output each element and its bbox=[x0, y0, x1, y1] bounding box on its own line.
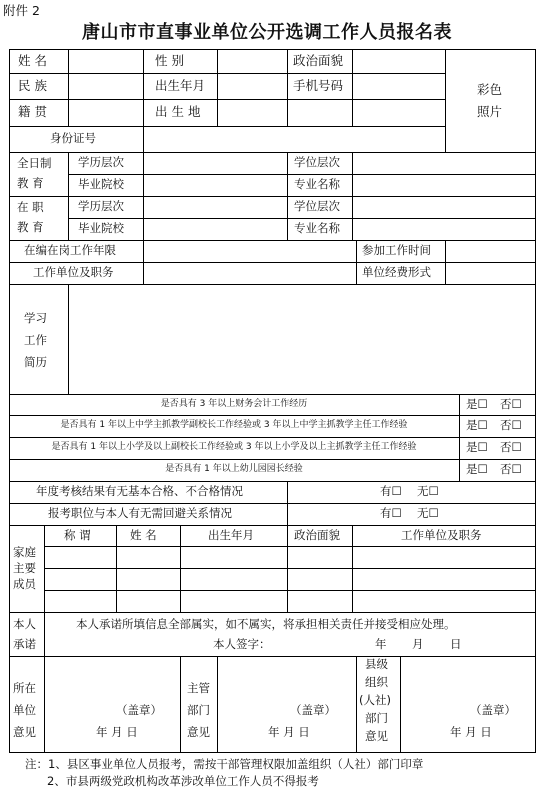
unit-opinion-label-1: 所在 bbox=[13, 681, 36, 695]
label-major: 专业名称 bbox=[294, 177, 340, 191]
unit-opinion-label-3: 意见 bbox=[13, 725, 36, 739]
photo-label-2: 照片 bbox=[477, 104, 503, 119]
label-edu-level-2: 学历层次 bbox=[78, 199, 124, 213]
attachment-label: 附件 2 bbox=[3, 3, 40, 18]
form-title: 唐山市市直事业单位公开选调工作人员报名表 bbox=[82, 22, 452, 43]
parttime-label-2: 教 育 bbox=[17, 220, 44, 234]
pledge-day: 日 bbox=[450, 637, 462, 651]
family-col-political: 政治面貌 bbox=[294, 528, 340, 542]
dept-seal: （盖章） bbox=[290, 703, 336, 717]
dept-opinion-label-3: 意见 bbox=[187, 725, 210, 739]
signature-label: 本人签字： bbox=[213, 637, 271, 651]
pledge-month: 月 bbox=[412, 637, 424, 651]
question-text: 是否具有 1 年以上幼儿园园长经验 bbox=[165, 464, 303, 474]
resume-label-2: 工作 bbox=[24, 333, 47, 347]
label-degree-2: 学位层次 bbox=[294, 199, 340, 213]
label-years-in-post: 在编在岗工作年限 bbox=[24, 243, 116, 257]
check-text: 报考职位与本人有无需回避关系情况 bbox=[48, 506, 232, 520]
family-col-title: 称 谓 bbox=[64, 528, 91, 542]
label-degree: 学位层次 bbox=[294, 155, 340, 169]
fulltime-label-2: 教 育 bbox=[17, 176, 44, 190]
label-edu-level: 学历层次 bbox=[78, 155, 124, 169]
question-text: 是否具有 1 年以上中学主抓教学副校长工作经验或 3 年以上中学主抓教学主任工作经验 bbox=[60, 420, 408, 430]
no-checkbox[interactable]: 否☐ bbox=[500, 418, 522, 432]
check-text: 年度考核结果有无基本合格、不合格情况 bbox=[36, 484, 243, 498]
org-date: 年 月 日 bbox=[450, 725, 492, 739]
label-birthplace: 出 生 地 bbox=[155, 104, 201, 119]
resume-label-1: 学习 bbox=[24, 311, 47, 325]
family-label-1: 家庭 bbox=[13, 545, 36, 559]
label-id-number: 身份证号 bbox=[50, 131, 96, 145]
dept-date: 年 月 日 bbox=[268, 725, 310, 739]
resume-label-3: 简历 bbox=[24, 355, 47, 369]
no-checkbox[interactable]: 否☐ bbox=[500, 440, 522, 454]
family-col-birth: 出生年月 bbox=[208, 528, 254, 542]
yes-checkbox[interactable]: 有☐ bbox=[380, 484, 402, 498]
label-gender: 性 别 bbox=[155, 53, 184, 68]
org-opinion-label-2: 组织 bbox=[365, 675, 388, 689]
no-checkbox[interactable]: 无☐ bbox=[417, 506, 439, 520]
note-line-2: 2、市县两级党政机构改革涉改单位工作人员不得报考 bbox=[47, 774, 319, 788]
org-opinion-label-5: 意见 bbox=[365, 729, 388, 743]
org-opinion-label-4: 部门 bbox=[365, 711, 388, 725]
label-edu-school-2: 毕业院校 bbox=[78, 221, 124, 235]
pledge-text: 本人承诺所填信息全部属实，如不属实，将承担相关责任并接受相应处理。 bbox=[76, 617, 456, 631]
unit-date: 年 月 日 bbox=[96, 725, 138, 739]
family-label-3: 成员 bbox=[13, 577, 36, 591]
parttime-label-1: 在 职 bbox=[17, 200, 44, 214]
yes-checkbox[interactable]: 有☐ bbox=[380, 506, 402, 520]
pledge-year: 年 bbox=[375, 637, 387, 651]
org-seal: （盖章） bbox=[470, 703, 516, 717]
label-major-2: 专业名称 bbox=[294, 221, 340, 235]
label-phone: 手机号码 bbox=[293, 78, 344, 93]
no-checkbox[interactable]: 否☐ bbox=[500, 397, 522, 411]
label-edu-school: 毕业院校 bbox=[78, 177, 124, 191]
dept-opinion-label-2: 部门 bbox=[187, 703, 210, 717]
family-label-2: 主要 bbox=[13, 561, 36, 575]
no-checkbox[interactable]: 无☐ bbox=[417, 484, 439, 498]
note-line-1: 注：1、县区事业单位人员报考，需按干部管理权限加盖组织（人社）部门印章 bbox=[25, 757, 424, 771]
family-col-unit: 工作单位及职务 bbox=[401, 528, 482, 542]
label-native: 籍 贯 bbox=[18, 104, 47, 119]
label-funding-type: 单位经费形式 bbox=[362, 265, 431, 279]
unit-seal: （盖章） bbox=[116, 703, 162, 717]
yes-checkbox[interactable]: 是☐ bbox=[466, 397, 488, 411]
pledge-label-1: 本人 bbox=[13, 617, 36, 631]
label-name: 姓 名 bbox=[18, 53, 47, 68]
org-opinion-label-3: (人社) bbox=[359, 693, 391, 707]
question-text: 是否具有 1 年以上小学及以上副校长工作经验或 3 年以上小学及以上主抓教学主任工作经验 bbox=[51, 442, 417, 452]
dept-opinion-label-1: 主管 bbox=[187, 681, 210, 695]
question-text: 是否具有 3 年以上财务会计工作经历 bbox=[160, 399, 308, 409]
yes-checkbox[interactable]: 是☐ bbox=[466, 462, 488, 476]
yes-checkbox[interactable]: 是☐ bbox=[466, 440, 488, 454]
label-birth: 出生年月 bbox=[155, 78, 206, 93]
label-political: 政治面貌 bbox=[293, 53, 344, 68]
label-unit-position: 工作单位及职务 bbox=[33, 265, 114, 279]
yes-checkbox[interactable]: 是☐ bbox=[466, 418, 488, 432]
no-checkbox[interactable]: 否☐ bbox=[500, 462, 522, 476]
label-start-work: 参加工作时间 bbox=[362, 243, 431, 257]
org-opinion-label-1: 县级 bbox=[365, 657, 388, 671]
pledge-label-2: 承诺 bbox=[13, 637, 36, 651]
unit-opinion-label-2: 单位 bbox=[13, 703, 36, 717]
label-ethnicity: 民 族 bbox=[18, 78, 47, 93]
photo-label-1: 彩色 bbox=[477, 82, 503, 97]
family-col-name: 姓 名 bbox=[130, 528, 157, 542]
fulltime-label-1: 全日制 bbox=[17, 156, 52, 170]
